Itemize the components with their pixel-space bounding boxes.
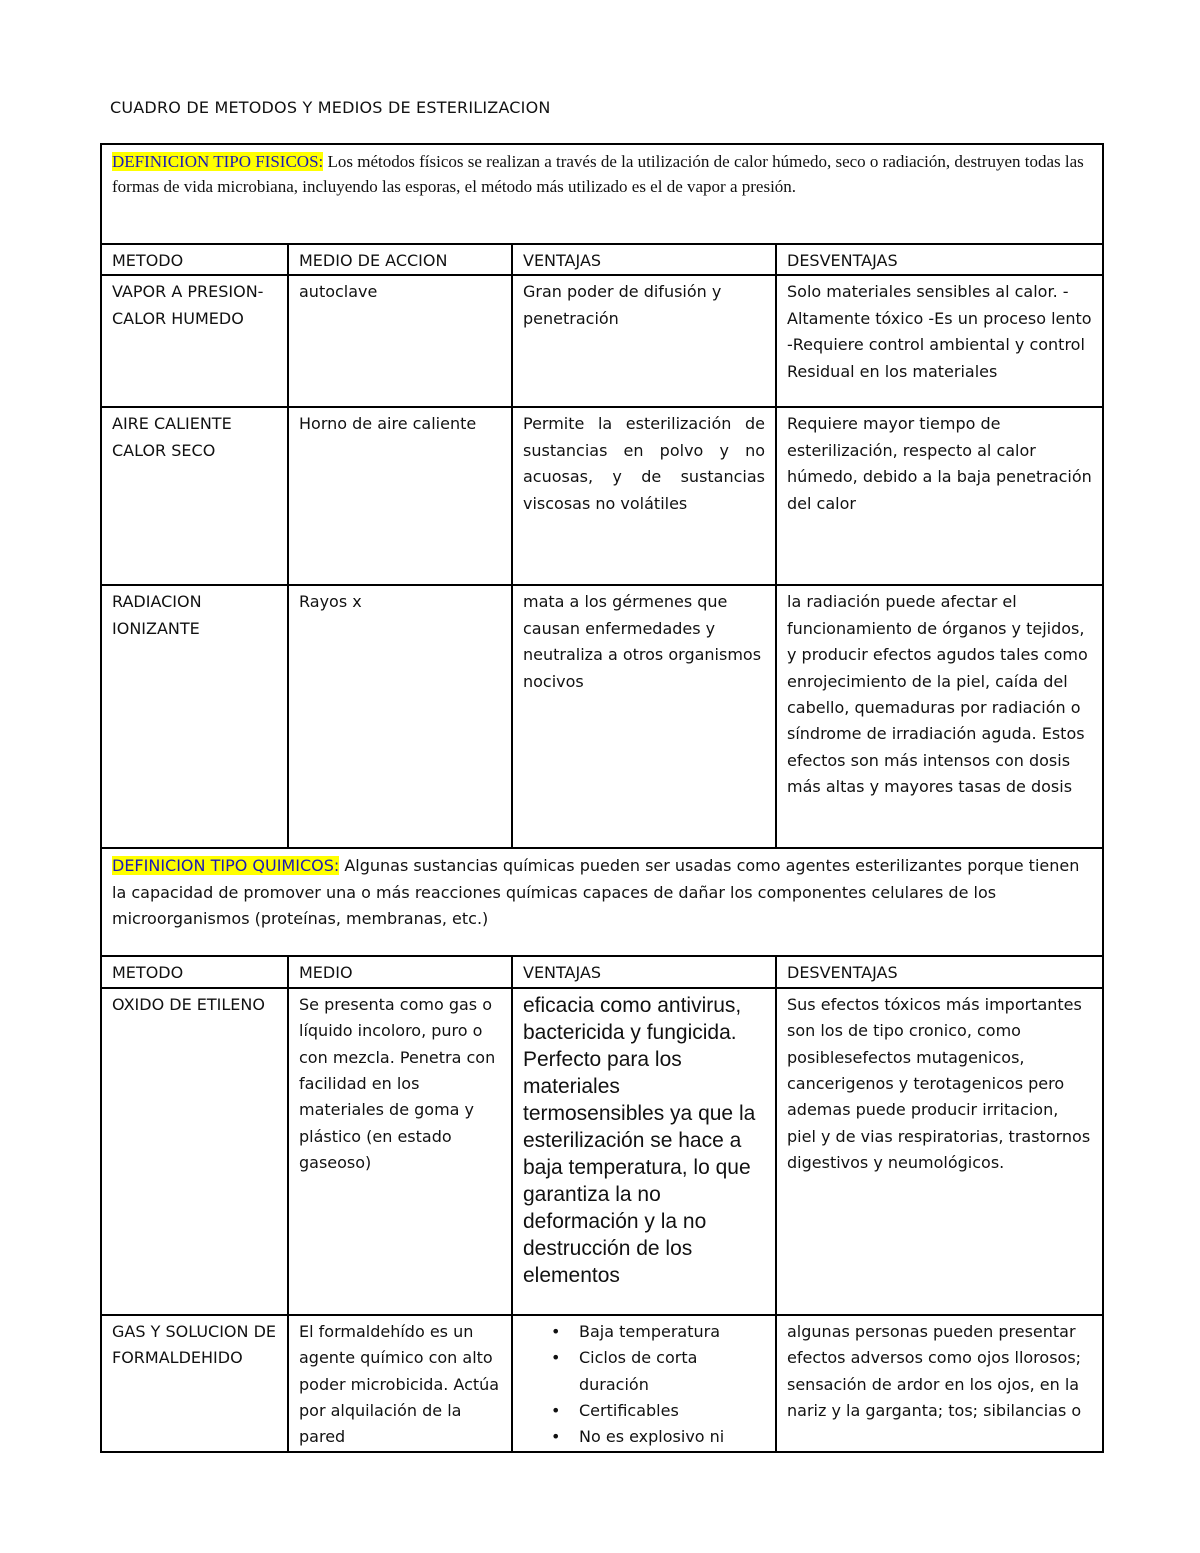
bullet-icon: • <box>551 1348 561 1368</box>
row-ventajas-list <box>512 1315 776 1452</box>
header-desventajas: DESVENTAJAS <box>776 956 1103 987</box>
list-item <box>551 1345 765 1398</box>
ventajas-bullet-list <box>523 1319 765 1451</box>
table-row <box>101 585 1103 848</box>
row-medio: Rayos x <box>288 585 512 848</box>
chemical-header-row <box>101 956 1103 987</box>
list-item <box>551 1398 765 1424</box>
header-desventajas: DESVENTAJAS <box>776 244 1103 275</box>
row-desventajas: algunas personas pueden presentar efectos adversos como ojos llorosos; sensación de ardor en los ojos, en la nariz y la garganta; tos; sibilancias o <box>776 1315 1103 1452</box>
row-metodo: GAS Y SOLUCION DE FORMALDEHIDO <box>101 1315 288 1452</box>
header-metodo: METODO <box>101 956 288 987</box>
list-item-text: Ciclos de corta duración <box>579 1348 698 1394</box>
bullet-icon: • <box>551 1401 561 1421</box>
row-metodo: OXIDO DE ETILENO <box>101 988 288 1315</box>
row-desventajas: Sus efectos tóxicos más importantes son los de tipo cronico, como posiblesefectos mutagenicos, cancerigenos y terotagenicos pero ademas puede producir irritacion, piel y de vias respiratorias, trastornos digestivos y neumológicos. <box>776 988 1103 1315</box>
row-ventajas: mata a los gérmenes que causan enfermedades y neutraliza a otros organismos nocivos <box>512 585 776 848</box>
row-metodo: RADIACION IONIZANTE <box>101 585 288 848</box>
chemical-definition-row <box>101 848 1103 956</box>
bullet-icon: • <box>551 1427 561 1447</box>
physical-definition-label: DEFINICION TIPO FISICOS: <box>112 152 324 171</box>
row-desventajas: Requiere mayor tiempo de esterilización, respecto al calor húmedo, debido a la baja penetración del calor <box>776 407 1103 585</box>
row-medio: Horno de aire caliente <box>288 407 512 585</box>
row-ventajas: Gran poder de difusión y penetración <box>512 275 776 407</box>
table-row <box>101 275 1103 407</box>
row-desventajas: Solo materiales sensibles al calor. -Altamente tóxico -Es un proceso lento -Requiere control ambiental y control Residual en los materiales <box>776 275 1103 407</box>
row-ventajas: Permite la esterilización de sustancias en polvo y no acuosas, y de sustancias viscosas no volátiles <box>512 407 776 585</box>
header-ventajas: VENTAJAS <box>512 244 776 275</box>
list-item-text: No es explosivo ni <box>579 1427 725 1447</box>
header-medio: MEDIO <box>288 956 512 987</box>
header-medio-de-accion: MEDIO DE ACCION <box>288 244 512 275</box>
header-metodo: METODO <box>101 244 288 275</box>
header-ventajas: VENTAJAS <box>512 956 776 987</box>
physical-header-row <box>101 244 1103 275</box>
list-item <box>551 1319 765 1345</box>
row-desventajas: la radiación puede afectar el funcionamiento de órganos y tejidos, y producir efectos agudos tales como enrojecimiento de la piel, caída del cabello, quemaduras por radiación o síndrome de irradiación aguda. Estos efectos son más intensos con dosis más altas y mayores tasas de dosis <box>776 585 1103 848</box>
row-medio: autoclave <box>288 275 512 407</box>
list-item-text: Baja temperatura <box>579 1321 720 1341</box>
chemical-definition-text: Algunas sustancias químicas pueden ser usadas como agentes esterilizantes porque tienen la capacidad de promover una o más reacciones químicas capaces de dañar los componentes celulares de los microorganismos (proteínas, membranas, etc.) <box>112 856 1080 929</box>
list-item-text: Certificables <box>579 1401 679 1421</box>
table-row <box>101 407 1103 585</box>
physical-definition-text: Los métodos físicos se realizan a través de la utilización de calor húmedo, seco o radiación, destruyen todas las formas de vida microbiana, incluyendo las esporas, el método más utilizado es el de vapor a presión. <box>112 152 1084 196</box>
bullet-icon: • <box>551 1321 561 1341</box>
list-item <box>551 1424 765 1450</box>
row-ventajas: eficacia como antivirus, bactericida y fungicida. Perfecto para los materiales termosensibles ya que la esterilización se hace a baja temperatura, lo que garantiza la no deformación y la no destrucción de los elementos <box>512 988 776 1315</box>
table-row <box>101 1315 1103 1452</box>
row-metodo: VAPOR A PRESION-CALOR HUMEDO <box>101 275 288 407</box>
table-row <box>101 988 1103 1315</box>
chemical-definition-cell <box>101 848 1103 956</box>
chemical-definition-label: DEFINICION TIPO QUIMICOS: <box>112 856 340 876</box>
row-metodo: AIRE CALIENTE CALOR SECO <box>101 407 288 585</box>
row-medio: El formaldehído es un agente químico con alto poder microbicida. Actúa por alquilación de la pared <box>288 1315 512 1452</box>
physical-definition-row <box>101 144 1103 244</box>
document-title: CUADRO DE METODOS Y MEDIOS DE ESTERILIZACION <box>110 98 551 117</box>
row-medio: Se presenta como gas o líquido incoloro, puro o con mezcla. Penetra con facilidad en los materiales de goma y plástico (en estado gaseoso) <box>288 988 512 1315</box>
sterilization-table <box>100 143 1104 1453</box>
physical-definition-cell <box>101 144 1103 244</box>
